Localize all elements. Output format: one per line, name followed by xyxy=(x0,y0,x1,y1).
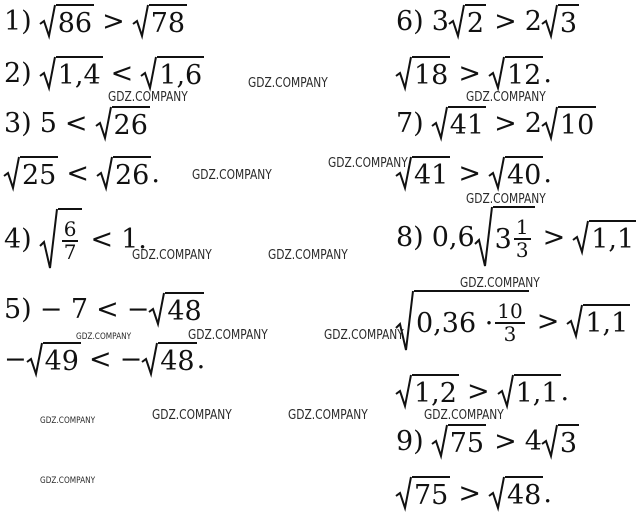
minus-sign: − xyxy=(119,343,143,375)
watermark: GDZ.COMPANY xyxy=(460,276,540,291)
radicand: 26 xyxy=(112,106,150,140)
fraction xyxy=(495,301,524,345)
operator: < xyxy=(64,107,88,139)
operator: > xyxy=(102,5,125,37)
item-number: 8) xyxy=(396,221,424,253)
watermark: GDZ.COMPANY xyxy=(466,90,546,105)
radicand: 75 xyxy=(412,476,450,510)
operator: > xyxy=(466,375,490,407)
period: . xyxy=(543,57,552,89)
sqrt xyxy=(573,220,636,254)
period: . xyxy=(543,477,552,509)
operator: > xyxy=(458,57,481,89)
item-number: 2) xyxy=(4,57,32,89)
watermark: GDZ.COMPANY xyxy=(108,90,188,105)
watermark: GDZ.COMPANY xyxy=(188,328,268,343)
exercise-3-result-line xyxy=(4,156,160,190)
radicand: 26 xyxy=(113,156,151,190)
watermark: GDZ.COMPANY xyxy=(248,76,328,91)
fraction-denominator: 7 xyxy=(63,240,77,264)
operator: < xyxy=(90,223,114,255)
coefficient: 2 xyxy=(524,5,542,37)
exercise-9-line xyxy=(396,424,579,458)
radicand: 1,4 xyxy=(56,56,103,90)
exercise-3-line xyxy=(4,106,150,140)
item-number: 3) xyxy=(4,107,32,139)
sqrt xyxy=(97,156,151,190)
radicand: 1,2 xyxy=(412,374,459,408)
fraction-denominator: 3 xyxy=(515,238,529,262)
radicand: 48 xyxy=(505,476,543,510)
period: . xyxy=(151,157,160,189)
radicand: 78 xyxy=(149,4,187,38)
fraction xyxy=(514,217,531,261)
operator: > xyxy=(494,425,517,457)
minus-sign: − xyxy=(126,293,150,325)
sqrt xyxy=(27,342,81,376)
sqrt xyxy=(96,106,150,140)
watermark: GDZ.COMPANY xyxy=(152,408,232,423)
sqrt xyxy=(542,4,579,38)
radicand: 1,1 xyxy=(589,220,636,254)
radicand: 48 xyxy=(165,292,203,326)
radicand: 18 xyxy=(412,56,450,90)
item-number: 4) xyxy=(4,223,32,255)
operator: < xyxy=(96,293,119,325)
sqrt xyxy=(432,106,486,140)
item-number: 6) xyxy=(396,5,424,37)
sqrt xyxy=(542,106,596,140)
operator: < xyxy=(110,57,134,89)
coefficient: 2 xyxy=(524,107,542,139)
watermark: GDZ.COMPANY xyxy=(466,192,546,207)
sqrt xyxy=(498,374,561,408)
sqrt xyxy=(396,290,529,352)
operator: > xyxy=(458,157,481,189)
exercise-4-line xyxy=(4,208,147,270)
sqrt xyxy=(40,4,94,38)
exercise-8-result-line xyxy=(396,374,569,408)
sqrt xyxy=(40,56,103,90)
watermark: GDZ.COMPANY xyxy=(76,332,132,342)
operator: > xyxy=(458,477,481,509)
radicand: 1,1 xyxy=(514,374,561,408)
operator: > xyxy=(536,305,560,337)
fraction xyxy=(62,219,79,263)
rhs-number: 1. xyxy=(121,223,147,255)
sqrt xyxy=(141,56,204,90)
operator: < xyxy=(66,157,89,189)
sqrt xyxy=(489,156,543,190)
item-number: 9) xyxy=(396,425,424,457)
sqrt xyxy=(396,374,459,408)
radicand: 41 xyxy=(412,156,450,190)
watermark: GDZ.COMPANY xyxy=(328,156,408,171)
watermark: GDZ.COMPANY xyxy=(132,248,212,263)
exercise-5-line xyxy=(4,292,204,326)
sqrt xyxy=(489,476,543,510)
radicand: 1,1 xyxy=(583,304,630,338)
sqrt xyxy=(489,56,543,90)
radicand: 3 xyxy=(558,424,579,458)
exercise-9-result-line xyxy=(396,476,552,510)
watermark: GDZ.COMPANY xyxy=(268,248,348,263)
sqrt xyxy=(149,292,203,326)
item-number: 5) xyxy=(4,293,32,325)
watermark: GDZ.COMPANY xyxy=(40,416,96,426)
exercise-7-result-line xyxy=(396,156,552,190)
exercise-8-step-line xyxy=(396,290,630,352)
operator: > xyxy=(494,107,517,139)
sqrt xyxy=(4,156,58,190)
fraction-denominator: 3 xyxy=(503,322,517,346)
operator: < xyxy=(88,343,112,375)
watermark: GDZ.COMPANY xyxy=(424,408,504,423)
minus-sign: − xyxy=(4,343,27,375)
sqrt xyxy=(396,476,450,510)
item-number: 7) xyxy=(396,107,424,139)
sqrt xyxy=(567,304,630,338)
sqrt xyxy=(542,424,579,458)
radicand: 2 xyxy=(465,4,486,38)
radicand: 25 xyxy=(20,156,58,190)
sqrt xyxy=(449,4,486,38)
sqrt xyxy=(133,4,187,38)
watermark: GDZ.COMPANY xyxy=(324,328,404,343)
radicand: 3 xyxy=(558,4,579,38)
period: . xyxy=(560,375,570,407)
exercise-5-result-line xyxy=(4,342,205,376)
sqrt xyxy=(432,424,486,458)
radicand: 12 xyxy=(505,56,543,90)
sqrt xyxy=(396,56,450,90)
coefficient: 4 xyxy=(524,425,542,457)
coefficient: 0,6 xyxy=(431,221,475,253)
radicand: 10 xyxy=(558,106,596,140)
exercise-2-line xyxy=(4,56,204,90)
radicand: 40 xyxy=(505,156,543,190)
watermark: GDZ.COMPANY xyxy=(40,476,96,486)
sqrt xyxy=(40,208,83,270)
exercise-7-line xyxy=(396,106,596,140)
item-number: 1) xyxy=(4,5,32,37)
radicand: 86 xyxy=(56,4,94,38)
radicand: 48 xyxy=(158,342,196,376)
mixed-whole: 3 xyxy=(494,223,512,255)
exercise-8-line xyxy=(396,206,636,268)
period: . xyxy=(543,157,552,189)
fraction-numerator: 6 xyxy=(63,217,77,241)
watermark: GDZ.COMPANY xyxy=(288,408,368,423)
exercise-6-line xyxy=(396,4,579,38)
coefficient: 3 xyxy=(431,5,449,37)
fraction-numerator: 10 xyxy=(497,299,523,323)
exercise-1-line xyxy=(4,4,187,38)
radicand: 41 xyxy=(448,106,486,140)
radicand: 1,6 xyxy=(157,56,204,90)
operator: > xyxy=(494,5,517,37)
radicand-prefix: 0,36 · xyxy=(416,307,494,339)
sqrt xyxy=(475,206,535,268)
period: . xyxy=(196,343,206,375)
sqrt xyxy=(142,342,196,376)
exercise-6-result-line xyxy=(396,56,552,90)
lhs-number: − 7 xyxy=(39,293,89,325)
radicand: 49 xyxy=(43,342,81,376)
radicand: 75 xyxy=(448,424,486,458)
watermark: GDZ.COMPANY xyxy=(192,168,272,183)
lhs-number: 5 xyxy=(39,107,57,139)
fraction-numerator: 1 xyxy=(515,215,529,239)
operator: > xyxy=(542,221,566,253)
